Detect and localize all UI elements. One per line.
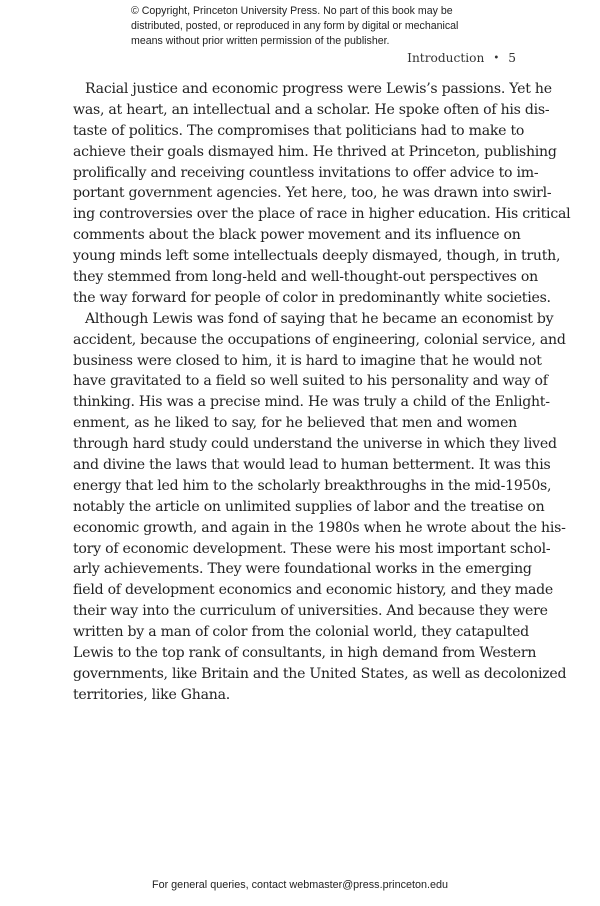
text-line: their way into the curriculum of universities. And because they were — [73, 603, 548, 620]
text-line: governments, like Britain and the United States, as well as decolonized — [73, 665, 567, 682]
text-line: thinking. His was a precise mind. He was truly a child of the Enlight- — [73, 394, 550, 411]
text-line: was, at heart, an intellectual and a scholar. He spoke often of his dis- — [73, 101, 550, 118]
text-line: ing controversies over the place of race in higher education. His critical — [73, 206, 571, 223]
text-line: Lewis to the top rank of consultants, in high demand from Western — [73, 645, 537, 662]
text-line: the way forward for people of color in predominantly white societies. — [73, 289, 551, 306]
text-line: through hard study could understand the universe in which they lived — [73, 436, 557, 453]
text-line: and divine the laws that would lead to human betterment. It was this — [73, 457, 551, 474]
text-line: comments about the black power movement and its influence on — [73, 227, 521, 244]
text-line: have gravitated to a field so well suited to his personality and way of — [73, 373, 548, 390]
text-line: young minds left some intellectuals deeply dismayed, though, in truth, — [73, 248, 561, 265]
text-line: energy that led him to the scholarly breakthroughs in the mid-1950s, — [73, 477, 552, 494]
text-line: accident, because the occupations of engineering, colonial service, and — [73, 331, 566, 348]
copyright-line: distributed, posted, or reproduced in any form by digital or mechanical — [131, 20, 459, 32]
text-line: Racial justice and economic progress were Lewis’s passions. Yet he — [85, 81, 552, 97]
text-line: territories, like Ghana. — [73, 686, 230, 703]
text-line: written by a man of color from the colonial world, they catapulted — [73, 624, 529, 641]
text-line: business were closed to him, it is hard to imagine that he would not — [73, 352, 542, 369]
text-line: economic growth, and again in the 1980s when he wrote about the his- — [73, 519, 566, 536]
body-text — [73, 79, 571, 706]
text-line: taste of politics. The compromises that politicians had to make to — [73, 122, 525, 139]
text-line: field of development economics and economic history, and they made — [73, 582, 554, 599]
footer-contact: For general queries, contact webmaster@press.princeton.edu — [151, 879, 449, 891]
paragraph-2 — [73, 309, 567, 706]
text-line: they stemmed from long-held and well-thought-out perspectives on — [73, 269, 538, 286]
text-line: tory of economic development. These were his most important schol- — [73, 540, 551, 557]
running-head — [300, 51, 516, 65]
text-line: achieve their goals dismayed him. He thrived at Princeton, publishing — [73, 143, 557, 160]
page-number: 5 — [508, 51, 516, 65]
bullet-separator-icon: • — [493, 53, 500, 64]
text-line: arly achievements. They were foundational works in the emerging — [73, 561, 532, 578]
copyright-notice — [131, 4, 471, 49]
text-line: Although Lewis was fond of saying that he became an economist by — [85, 310, 554, 327]
section-title: Introduction — [407, 51, 485, 65]
text-line: enment, as he liked to say, for he believed that men and women — [73, 415, 517, 432]
paragraph-1 — [73, 79, 571, 309]
text-line: prolifically and receiving countless invitations to offer advice to im- — [73, 164, 539, 181]
text-line: notably the article on unlimited supplies of labor and the treatise on — [73, 498, 545, 515]
copyright-line: © Copyright, Princeton University Press. No part of this book may be — [131, 5, 453, 17]
copyright-line: means without prior written permission of the publisher. — [131, 35, 390, 47]
text-line: portant government agencies. Yet here, too, he was drawn into swirl- — [73, 185, 552, 202]
